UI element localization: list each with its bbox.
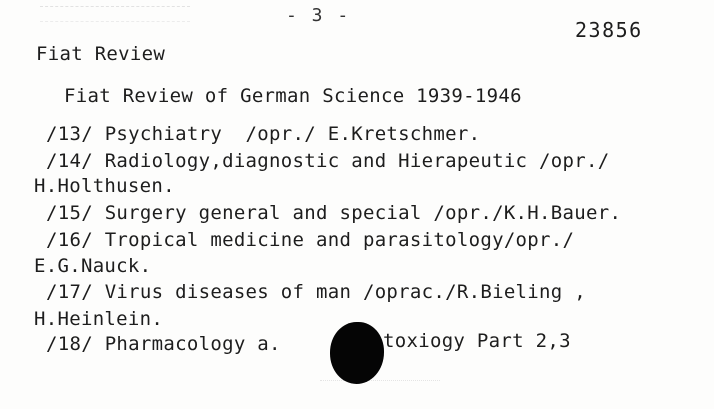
entry-13: /13/ Psychiatry /opr./ E.Kretschmer.: [46, 123, 481, 145]
entry-14: /14/ Radiology,diagnostic and Hierapeutic /opr./: [46, 150, 610, 172]
entry-15: /15/ Surgery general and special /opr./K.H.Bauer.: [46, 202, 622, 224]
card-title: Fiat Review: [36, 43, 166, 65]
card-subtitle: Fiat Review of German Science 1939-1946: [64, 85, 522, 107]
entry-18-continuation: toxiogy Part 2,3: [383, 330, 571, 352]
entry-18: /18/ Pharmacology a.: [46, 333, 281, 355]
entry-16-continuation: E.G.Nauck.: [34, 255, 152, 277]
page-marker: - 3 -: [286, 5, 351, 26]
faint-bleed-through-marks: [40, 6, 190, 22]
entry-16: /16/ Tropical medicine and parasitology/opr./: [46, 229, 575, 251]
entry-17-continuation: H.Heinlein.: [34, 308, 164, 330]
ink-blot: [330, 322, 384, 384]
entry-14-continuation: H.Holthusen.: [34, 175, 175, 197]
entry-17: /17/ Virus diseases of man /oprac./R.Bieling ,: [46, 281, 586, 303]
card-number: 23856: [575, 18, 643, 42]
